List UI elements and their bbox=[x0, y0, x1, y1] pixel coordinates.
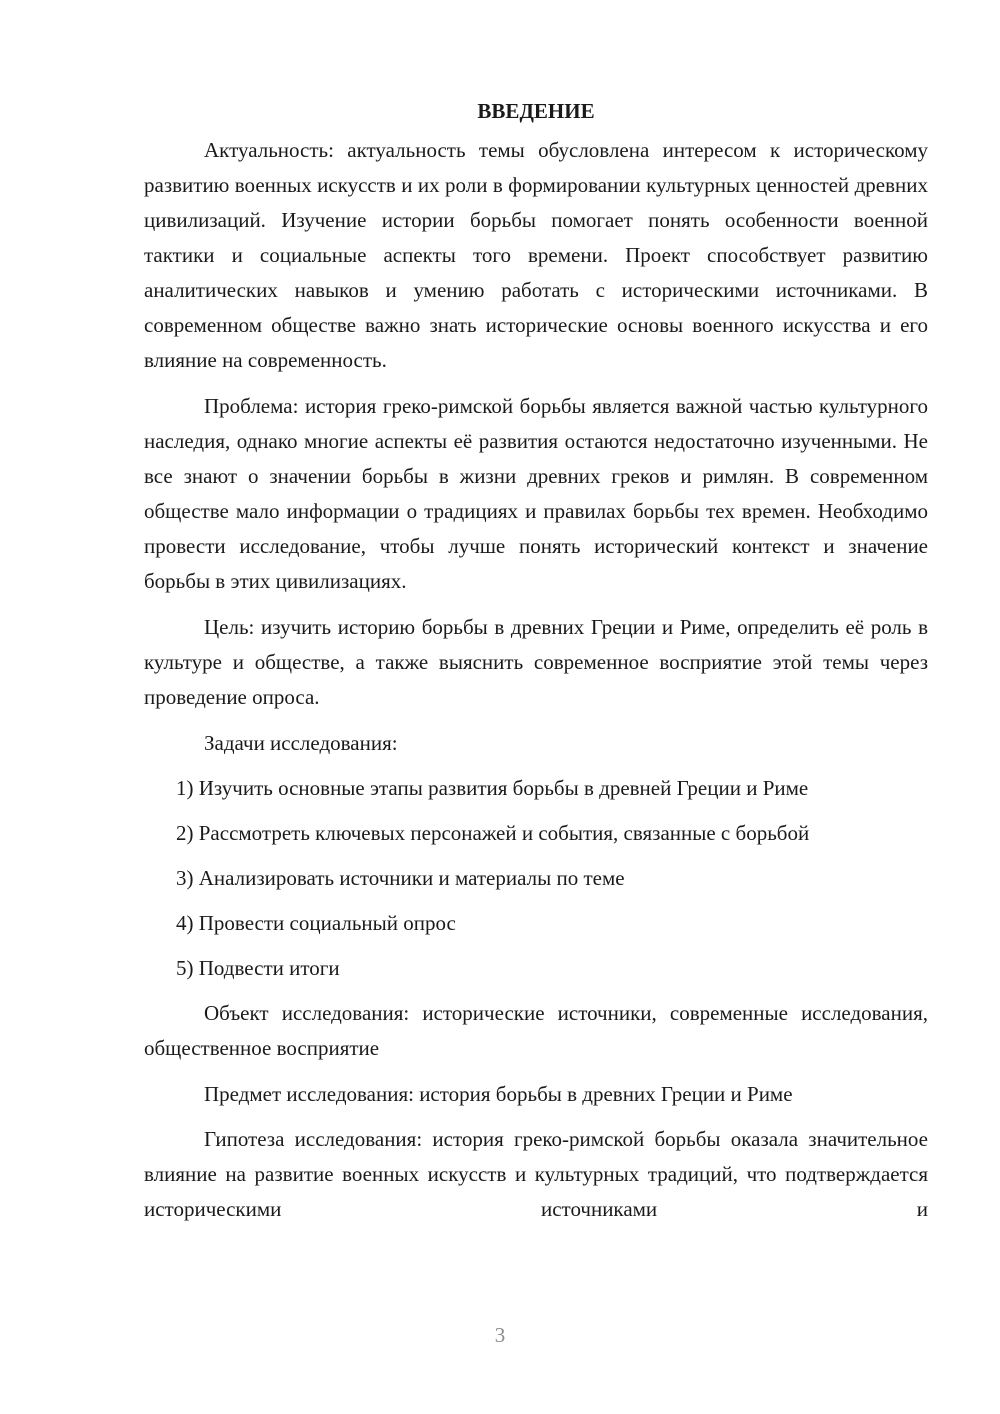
hypothesis-paragraph: Гипотеза исследования: история греко-римской борьбы оказала значительное влияние на развитие военных искусств и культурных традиций, что подтверждается историческими источниками и bbox=[144, 1127, 928, 1221]
problem-paragraph: Проблема: история греко-римской борьбы является важной частью культурного наследия, однако многие аспекты её развития остаются недостаточно изученными. Не все знают о значении борьбы в жизни древних греков и римлян. В современном обществе мало информации о традициях и правилах борьбы тех времен. Необходимо провести исследование, чтобы лучше понять исторический контекст и значение борьбы в этих цивилизациях. bbox=[144, 394, 928, 593]
object-paragraph: Объект исследования: исторические источники, современные исследования, общественное восприятие bbox=[144, 1001, 928, 1060]
list-item: 5) Подвести итоги bbox=[176, 956, 340, 980]
goal-paragraph: Цель: изучить историю борьбы в древних Греции и Риме, определить её роль в культуре и обществе, а также выяснить современное восприятие этой темы через проведение опроса. bbox=[144, 615, 928, 709]
list-item: 3) Анализировать источники и материалы по теме bbox=[176, 866, 625, 890]
page-number: 3 bbox=[494, 1323, 506, 1347]
list-item: 2) Рассмотреть ключевых персонажей и события, связанные с борьбой bbox=[176, 821, 810, 845]
list-item: 4) Провести социальный опрос bbox=[176, 911, 456, 935]
list-item: 1) Изучить основные этапы развития борьбы в древней Греции и Риме bbox=[176, 776, 809, 800]
relevance-paragraph: Актуальность: актуальность темы обусловлена интересом к историческому развитию военных искусств и их роли в формировании культурных ценностей древних цивилизаций. Изучение истории борьбы помогает понять особенности военной тактики и социальные аспекты того времени. Проект способствует развитию аналитических навыков и умению работать с историческими источниками. В современном обществе важно знать исторические основы военного искусства и его влияние на современность. bbox=[144, 138, 928, 372]
tasks-heading: Задачи исследования: bbox=[204, 731, 398, 755]
document-page bbox=[144, 96, 928, 1238]
subject-paragraph: Предмет исследования: история борьбы в древних Греции и Риме bbox=[204, 1082, 793, 1106]
tasks-list bbox=[144, 771, 928, 986]
section-title: ВВЕДЕНИЕ bbox=[477, 99, 595, 123]
